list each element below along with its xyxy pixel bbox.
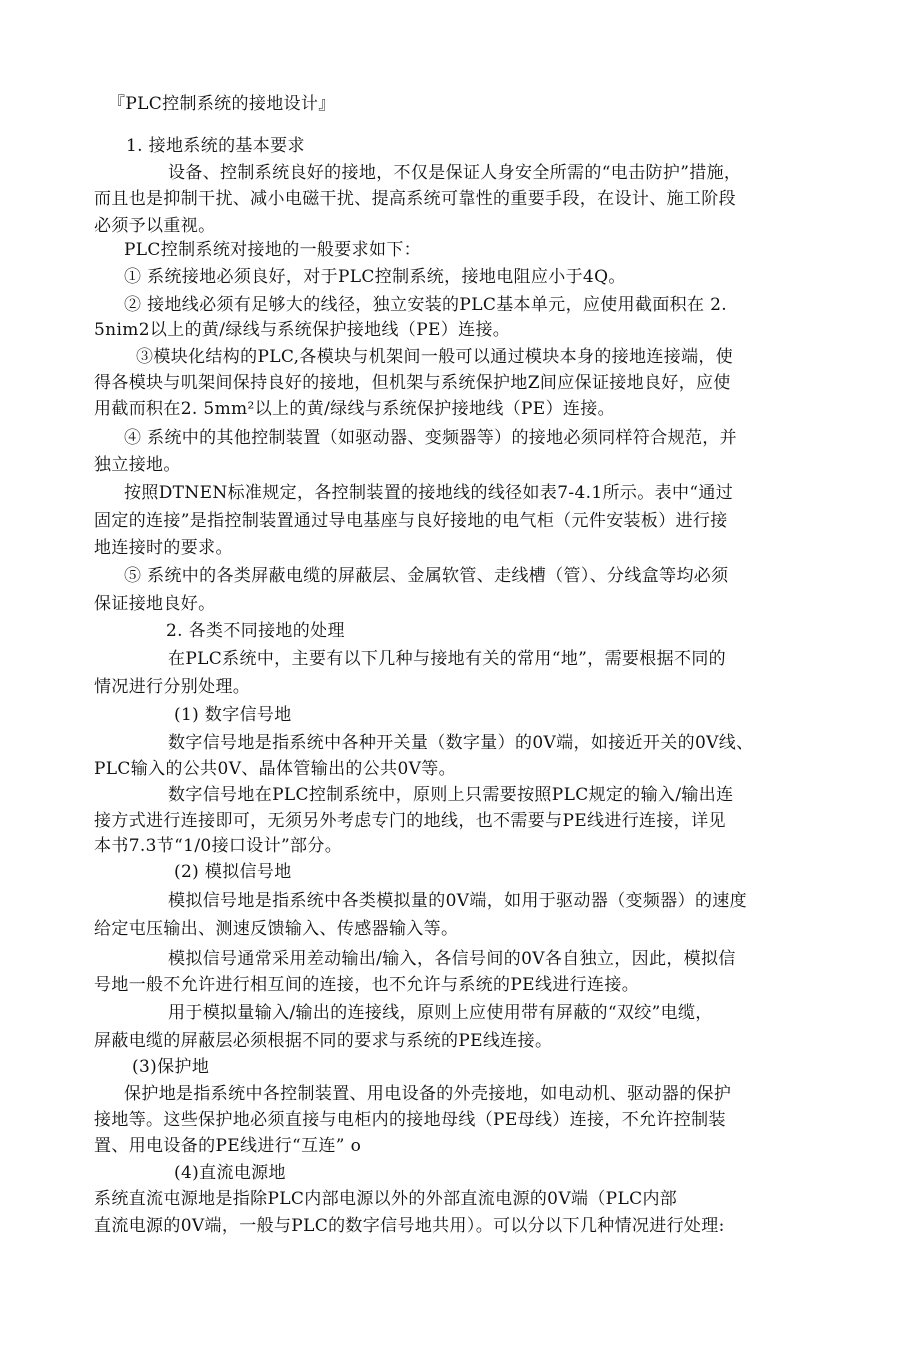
text-line: 5nim2以上的黄/绿线与系统保护接地线（PE）连接。 [94,320,511,340]
text-line: 置、用电设备的PE线进行“互连” o [94,1136,362,1156]
section-heading: 1. 接地系统的基本要求 [126,136,305,156]
text-line: 在PLC系统中，主要有以下几种与接地有关的常用“地”，需要根据不同的 [168,649,727,669]
text-line: PLC输入的公共0V、晶体管输出的公共0V等。 [94,759,456,779]
text-line: 而且也是抑制干扰、减小电磁干扰、提高系统可靠性的重要手段，在设计、施工阶段 [94,189,736,209]
text-line: 数字信号地在PLC控制系统中，原则上只需要按照PLC规定的输入/输出连 [168,785,734,805]
list-item: ② 接地线必须有足够大的线径，独立安装的PLC基本单元，应使用截面积在 2. [124,295,728,315]
list-item: ④ 系统中的其他控制装置（如驱动器、变频器等）的接地必须同样符合规范，并 [124,428,738,448]
section-heading: 2. 各类不同接地的处理 [166,621,345,641]
text-line: 情况进行分别处理。 [94,677,251,697]
text-line: 按照DTNEN标准规定，各控制装置的接地线的线径如表7-4.1所示。表中“通过 [124,483,734,503]
text-line: 独立接地。 [94,455,181,475]
text-line: 固定的连接”是指控制装置通过导电基座与良好接地的电气柜（元件安装板）进行接 [94,511,728,531]
subsection-heading: (3)保护地 [132,1057,210,1077]
subsection-heading: (2) 模拟信号地 [174,862,292,882]
list-item: ③模块化结构的PLC,各模块与机架间一般可以通过模块本身的接地连接端，使 [136,347,734,367]
text-line: 接地等。这些保护地必须直接与电柜内的接地母线（PE母线）连接，不允许控制装 [94,1110,726,1130]
text-line: 保护地是指系统中各控制装置、用电设备的外壳接地，如电动机、驱动器的保护 [124,1084,732,1104]
text-line: 必须予以重视。 [94,216,216,236]
text-line: 设备、控制系统良好的接地，不仅是保证人身安全所需的“电击防护”措施， [168,163,742,183]
document-title: 『PLC控制系统的接地设计』 [108,94,336,114]
text-line: 本书7.3节“1/0接口设计”部分。 [94,836,343,856]
text-line: 号地一般不允许进行相互间的连接，也不允许与系统的PE线进行连接。 [94,975,640,995]
text-line: 地连接时的要求。 [94,538,233,558]
text-line: 屏蔽电缆的屏蔽层必须根据不同的要求与系统的PE线连接。 [94,1031,553,1051]
text-line: 给定屯压输出、测速反馈输入、传感器输入等。 [94,919,459,939]
list-item: ⑤ 系统中的各类屏蔽电缆的屏蔽层、金属软管、走线槽（管）、分线盒等均必须 [124,566,729,586]
text-line: 用截而积在2. 5mm²以上的黄/绿线与系统保护接地线（PE）连接。 [94,399,615,419]
list-item: ① 系统接地必须良好，对于PLC控制系统，接地电阻应小于4Q。 [124,267,626,287]
text-line: 用于模拟量输入/输出的连接线，原则上应使用带有屏蔽的“双绞”电缆， [168,1003,713,1023]
text-line: 模拟信号通常采用差动输出/输入，各信号间的0V各自独立，因此，模拟信 [168,949,736,969]
subsection-heading: (1) 数字信号地 [174,705,292,725]
text-line: PLC控制系统对接地的一般要求如下： [124,240,422,260]
subsection-heading: (4)直流电源地 [174,1163,286,1183]
text-line: 接方式进行连接即可，无须另外考虑专门的地线，也不需要与PE线进行连接，详见 [94,811,726,831]
text-line: 保证接地良好。 [94,594,216,614]
text-line: 模拟信号地是指系统中各类模拟量的0V端，如用于驱动器（变频器）的速度 [168,891,747,911]
text-line: 直流电源的0V端，一般与PLC的数字信号地共用）。可以分以下几种情况进行处理: [94,1216,725,1236]
text-line: 数字信号地是指系统中各种开关量（数字量）的0V端，如接近开关的0V线、 [168,733,754,753]
text-line: 系统直流屯源地是指除PLC内部电源以外的外部直流电源的0V端（PLC内部 [94,1189,678,1209]
text-line: 得各模块与叽架间保持良好的接地，但机架与系统保护地Z间应保证接地良好，应使 [94,373,731,393]
